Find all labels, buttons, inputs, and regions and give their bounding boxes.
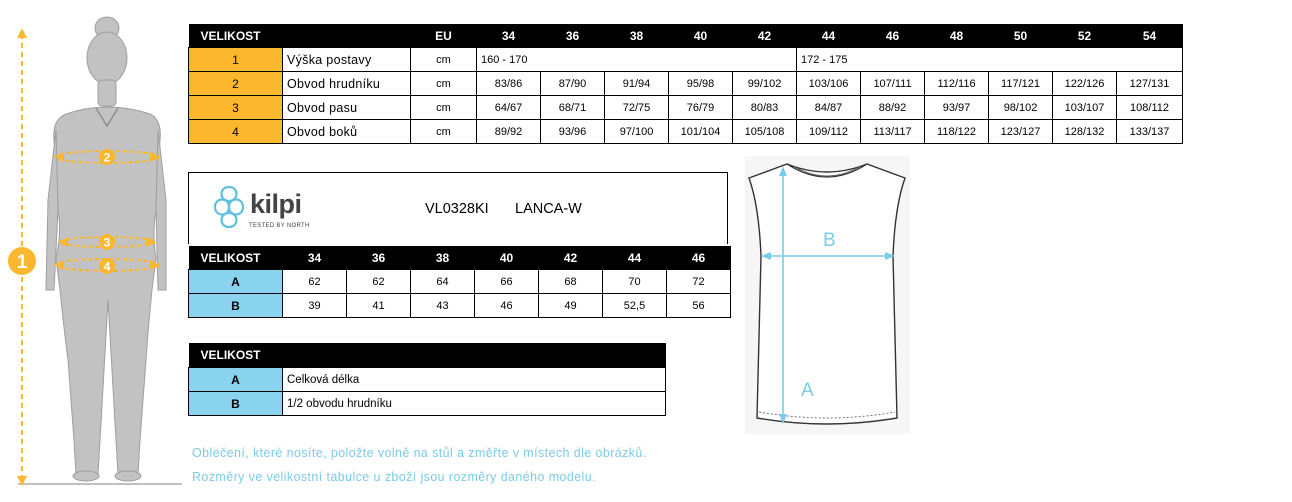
table-cell: 127/131 <box>1117 72 1183 96</box>
row-key: B <box>189 392 283 416</box>
row-number: 2 <box>189 72 283 96</box>
header-size: 44 <box>797 24 861 48</box>
table-row <box>189 368 666 392</box>
garment-diagram <box>745 156 910 434</box>
table-cell: 118/122 <box>925 120 989 144</box>
table-row <box>189 294 731 318</box>
row-label: Obvod hrudníku <box>283 72 411 96</box>
header-size: 48 <box>925 24 989 48</box>
header-unit: EU <box>411 24 477 48</box>
table-cell: 98/102 <box>989 96 1053 120</box>
svg-text:2: 2 <box>103 150 111 165</box>
table-cell: 84/87 <box>797 96 861 120</box>
row-label: Výška postavy <box>283 48 411 72</box>
row-unit: cm <box>411 96 477 120</box>
table-cell: 88/92 <box>861 96 925 120</box>
header-size: 34 <box>477 24 541 48</box>
table-cell: 103/106 <box>797 72 861 96</box>
table-cell: 113/117 <box>861 120 925 144</box>
table-cell: 99/102 <box>733 72 797 96</box>
table-cell: 41 <box>347 294 411 318</box>
table-cell: 80/83 <box>733 96 797 120</box>
table-cell: 112/116 <box>925 72 989 96</box>
table-cell: 93/96 <box>541 120 605 144</box>
header-size: 46 <box>667 246 731 270</box>
header-size: 40 <box>475 246 539 270</box>
table-cell: 76/79 <box>669 96 733 120</box>
table-header-row <box>189 246 731 270</box>
row-label: Obvod pasu <box>283 96 411 120</box>
header-size: 36 <box>541 24 605 48</box>
header-size: 42 <box>539 246 603 270</box>
table-row <box>189 72 1183 96</box>
garment-label-b: B <box>823 230 836 251</box>
brand-tagline: TESTED BY NORTH <box>249 223 310 229</box>
table-cell: 43 <box>411 294 475 318</box>
table-cell: 117/121 <box>989 72 1053 96</box>
header-size: 42 <box>733 24 797 48</box>
header-size: 38 <box>605 24 669 48</box>
row-number: 3 <box>189 96 283 120</box>
table-cell: 72 <box>667 270 731 294</box>
header-size: 44 <box>603 246 667 270</box>
header-velikost: VELIKOST <box>189 343 666 368</box>
row-number: 4 <box>189 120 283 144</box>
table-cell: 95/98 <box>669 72 733 96</box>
table-cell: 123/127 <box>989 120 1053 144</box>
height-range: 172 - 175 <box>797 48 1183 72</box>
table-cell: 89/92 <box>477 120 541 144</box>
row-unit: cm <box>411 72 477 96</box>
row-key: A <box>189 270 283 294</box>
table-cell: 66 <box>475 270 539 294</box>
header-size: 54 <box>1117 24 1183 48</box>
table-cell: 101/104 <box>669 120 733 144</box>
kilpi-knot-icon <box>211 183 247 231</box>
row-description: 1/2 obvodu hrudníku <box>283 392 666 416</box>
row-unit: cm <box>411 48 477 72</box>
marker-2 <box>99 149 115 165</box>
measurement-legend-table <box>188 343 666 416</box>
table-cell: 91/94 <box>605 72 669 96</box>
header-size: 38 <box>411 246 475 270</box>
table-row <box>189 392 666 416</box>
table-row <box>189 48 1183 72</box>
table-header-row <box>189 24 1183 48</box>
table-cell: 97/100 <box>605 120 669 144</box>
table-cell: 103/107 <box>1053 96 1117 120</box>
header-size: 34 <box>283 246 347 270</box>
header-size: 40 <box>669 24 733 48</box>
table-cell: 87/90 <box>541 72 605 96</box>
height-range: 160 - 170 <box>477 48 797 72</box>
row-description: Celková délka <box>283 368 666 392</box>
header-size: 46 <box>861 24 925 48</box>
garment-label-a: A <box>801 380 814 401</box>
table-cell: 49 <box>539 294 603 318</box>
row-key: B <box>189 294 283 318</box>
table-cell: 56 <box>667 294 731 318</box>
row-label: Obvod boků <box>283 120 411 144</box>
table-cell: 70 <box>603 270 667 294</box>
table-cell: 83/86 <box>477 72 541 96</box>
table-cell: 133/137 <box>1117 120 1183 144</box>
brand-logo-text: kilpi <box>250 189 302 219</box>
marker-1 <box>8 247 36 275</box>
table-cell: 64 <box>411 270 475 294</box>
marker-3 <box>99 234 115 250</box>
header-velikost: VELIKOST <box>189 24 411 48</box>
header-velikost: VELIKOST <box>189 246 283 270</box>
table-cell: 62 <box>347 270 411 294</box>
product-code: VL0328KI <box>425 201 489 217</box>
svg-text:3: 3 <box>103 235 111 250</box>
marker-4 <box>99 258 115 274</box>
row-number: 1 <box>189 48 283 72</box>
table-cell: 39 <box>283 294 347 318</box>
table-cell: 109/112 <box>797 120 861 144</box>
svg-text:4: 4 <box>103 259 111 274</box>
instruction-note: Rozměry ve velikostní tabulce u zboží jsou rozměry daného modelu. <box>192 470 596 484</box>
table-header-row <box>189 343 666 368</box>
table-cell: 108/112 <box>1117 96 1183 120</box>
table-cell: 128/132 <box>1053 120 1117 144</box>
svg-text:1: 1 <box>16 252 28 273</box>
header-size: 50 <box>989 24 1053 48</box>
table-row <box>189 120 1183 144</box>
product-name: LANCA-W <box>515 201 582 217</box>
table-cell: 62 <box>283 270 347 294</box>
table-cell: 107/111 <box>861 72 925 96</box>
table-cell: 64/67 <box>477 96 541 120</box>
product-size-table <box>188 246 731 318</box>
table-cell: 68 <box>539 270 603 294</box>
table-cell: 46 <box>475 294 539 318</box>
table-cell: 105/108 <box>733 120 797 144</box>
row-unit: cm <box>411 120 477 144</box>
body-figure <box>0 0 185 500</box>
table-cell: 122/126 <box>1053 72 1117 96</box>
table-cell: 72/75 <box>605 96 669 120</box>
row-key: A <box>189 368 283 392</box>
size-chart-table <box>188 24 1183 144</box>
table-cell: 68/71 <box>541 96 605 120</box>
table-row <box>189 96 1183 120</box>
table-cell: 52,5 <box>603 294 667 318</box>
header-size: 36 <box>347 246 411 270</box>
header-size: 52 <box>1053 24 1117 48</box>
product-header-box <box>188 172 728 244</box>
table-cell: 93/97 <box>925 96 989 120</box>
table-row <box>189 270 731 294</box>
instruction-note: Oblečení, které nosíte, položte volně na stůl a změřte v místech dle obrázků. <box>192 446 647 460</box>
